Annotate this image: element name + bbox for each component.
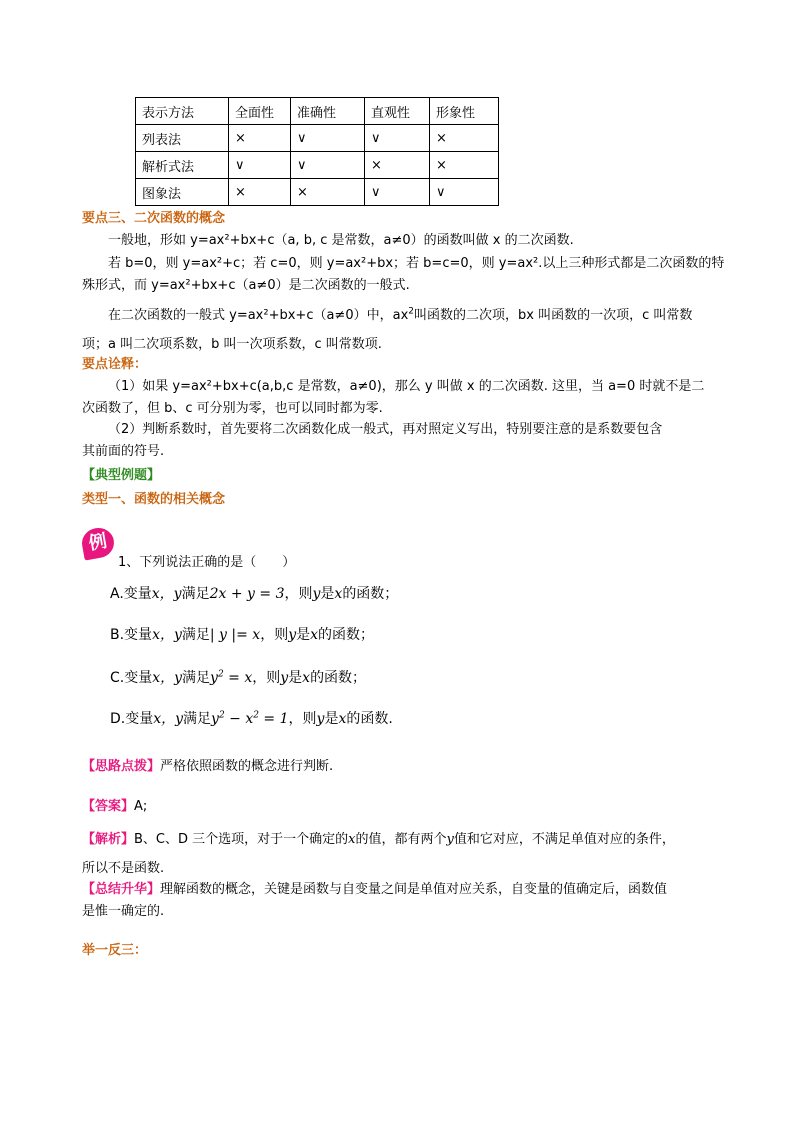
table-header-row [136, 98, 499, 125]
table-cell: 解析式法 [136, 152, 229, 179]
table-cell: ∨ [291, 125, 365, 152]
option-b [110, 624, 374, 644]
terms-line-1-post: 叫函数的二次项，bx 叫函数的一次项，c 叫常数 [414, 308, 693, 323]
option-d [110, 708, 393, 728]
analysis-text-1: B、C、D 三个选项，对于一个确定的 [134, 832, 349, 847]
hint-label: 【思路点拨】 [82, 759, 161, 774]
option-d-mid: 满足 [183, 711, 212, 727]
terms-line-1-pre: 在二次函数的一般式 y=ax²+bx+c（a≠0）中，ax [108, 308, 409, 323]
option-c-prefix: C.变量 [110, 670, 153, 686]
table-cell: ∨ [229, 152, 291, 179]
typical-examples-heading: 【典型例题】 [82, 468, 161, 483]
table-header-cell: 表示方法 [136, 98, 229, 125]
option-d-y: y [316, 711, 325, 727]
table-cell: ∨ [365, 125, 430, 152]
table-row [136, 125, 499, 152]
note-2-line-2: 其前面的符号. [82, 444, 165, 459]
option-b-prefix: B.变量 [110, 627, 153, 643]
summary-line-2: 是惟一确定的. [82, 904, 165, 919]
option-b-then: ，则 [260, 627, 289, 643]
option-d-end: 的函数. [346, 711, 393, 727]
table-cell: ∨ [291, 152, 365, 179]
table-header-cell: 直观性 [365, 98, 430, 125]
note-2-line-1: （2）判断系数时，首先要将二次函数化成一般式，再对照定义写出，特别要注意的是系数要包含 [108, 422, 663, 437]
terms-exponent: 2 [408, 306, 414, 317]
answer-text: A; [134, 799, 148, 814]
question-stem: 1、下列说法正确的是（ ） [118, 555, 296, 570]
option-c-x: x [302, 670, 311, 686]
option-a-condition: 2x + y = 3 [209, 586, 285, 602]
summary-line-1 [82, 878, 667, 897]
analysis-label: 【解析】 [82, 832, 135, 847]
option-a [110, 583, 398, 603]
option-a-vars: x，y [151, 586, 182, 602]
option-b-mid: 满足 [181, 627, 210, 643]
table-cell: × [365, 152, 430, 179]
option-c-then: ，则 [252, 670, 281, 686]
option-d-x: x [338, 711, 347, 727]
hint-text: 严格依照函数的概念进行判断. [160, 759, 334, 774]
option-c-end: 的函数； [310, 670, 367, 686]
table-cell: × [229, 125, 291, 152]
table-header-cell: 形象性 [430, 98, 499, 125]
option-a-y: y [312, 586, 321, 602]
option-c-cond-rest: = x [223, 670, 253, 686]
option-c-y: y [280, 670, 289, 686]
option-c-mid: 满足 [182, 670, 211, 686]
definition-paragraph: 一般地，形如 y=ax²+bx+c（a, b, c 是常数，a≠0）的函数叫做 x 的二次函数. [108, 233, 574, 248]
table-cell: × [430, 152, 499, 179]
option-c-vars: x，y [152, 670, 183, 686]
option-d-cond-base: y [211, 711, 219, 727]
option-d-vars: x，y [153, 711, 184, 727]
answer-label: 【答案】 [82, 799, 135, 814]
option-d-then: ，则 [288, 711, 317, 727]
option-d-cond-sup: 2 [218, 710, 225, 721]
option-d-cond-rest: = 1 [258, 711, 289, 727]
option-d-cond-mid: − x [224, 711, 254, 727]
hint-line [82, 755, 333, 774]
option-b-x: x [310, 627, 319, 643]
analysis-text-3: 值和它对应，不满足单值对应的条件， [453, 832, 675, 847]
analysis-line-1 [82, 828, 675, 847]
table-cell: ∨ [365, 179, 430, 206]
analysis-text-2: 的值，都有两个 [355, 832, 447, 847]
representation-methods-table [135, 97, 499, 206]
special-forms-line-2: 殊形式，而 y=ax²+bx+c（a≠0）是二次函数的一般式. [82, 278, 410, 293]
option-a-mid: 满足 [181, 586, 210, 602]
option-a-is: 是 [320, 586, 335, 602]
table-cell: 列表法 [136, 125, 229, 152]
option-a-x: x [334, 586, 343, 602]
option-d-is: 是 [324, 711, 339, 727]
notes-heading: 要点诠释： [82, 357, 148, 372]
option-d-prefix: D.变量 [110, 711, 154, 727]
note-1-line-2: 次函数了，但 b、c 可分别为零，也可以同时都为零. [82, 401, 383, 416]
table-cell: ∨ [430, 179, 499, 206]
analysis-x: x [348, 832, 356, 847]
option-a-prefix: A.变量 [110, 586, 152, 602]
option-c [110, 667, 366, 687]
table-cell: × [229, 179, 291, 206]
type1-heading: 类型一、函数的相关概念 [82, 492, 226, 507]
option-b-y: y [288, 627, 297, 643]
terms-line-2: 项；a 叫二次项系数，b 叫一次项系数，c 叫常数项. [82, 337, 382, 352]
table-cell: 图象法 [136, 179, 229, 206]
table-cell: × [291, 179, 365, 206]
analysis-line-2: 所以不是函数. [82, 861, 165, 876]
option-a-end: 的函数； [342, 586, 399, 602]
option-b-end: 的函数； [318, 627, 375, 643]
table-cell: × [430, 125, 499, 152]
table-row [136, 179, 499, 206]
summary-label: 【总结升华】 [82, 882, 161, 897]
option-b-condition: | y |= x [209, 627, 261, 643]
example-badge-icon: 例 [80, 525, 117, 560]
answer-line [82, 795, 147, 814]
terms-line-1 [108, 304, 692, 323]
table-header-cell: 准确性 [291, 98, 365, 125]
special-forms-line-1: 若 b=0，则 y=ax²+c；若 c=0，则 y=ax²+bx；若 b=c=0，则 y=ax².以上三种形式都是二次函数的特 [108, 256, 725, 271]
option-d-cond-sup2: 2 [253, 710, 259, 721]
option-c-cond-sup: 2 [217, 669, 224, 680]
option-b-vars: x，y [152, 627, 182, 643]
note-1-line-1: （1）如果 y=ax²+bx+c(a,b,c 是常数，a≠0)，那么 y 叫做 x 的二次函数. 这里，当 a=0 时就不是二 [108, 379, 705, 394]
practice-heading: 举一反三： [82, 943, 148, 958]
option-b-is: 是 [296, 627, 311, 643]
option-a-then: ，则 [284, 586, 313, 602]
option-c-is: 是 [288, 670, 303, 686]
table-header-cell: 全面性 [229, 98, 291, 125]
summary-text-1: 理解函数的概念，关键是函数与自变量之间是单值对应关系，自变量的值确定后，函数值 [160, 882, 668, 897]
table-row [136, 152, 499, 179]
analysis-y: y [446, 832, 454, 847]
option-c-cond-base: y [210, 670, 218, 686]
section-heading-quadratic-concept: 要点三、二次函数的概念 [82, 211, 226, 226]
